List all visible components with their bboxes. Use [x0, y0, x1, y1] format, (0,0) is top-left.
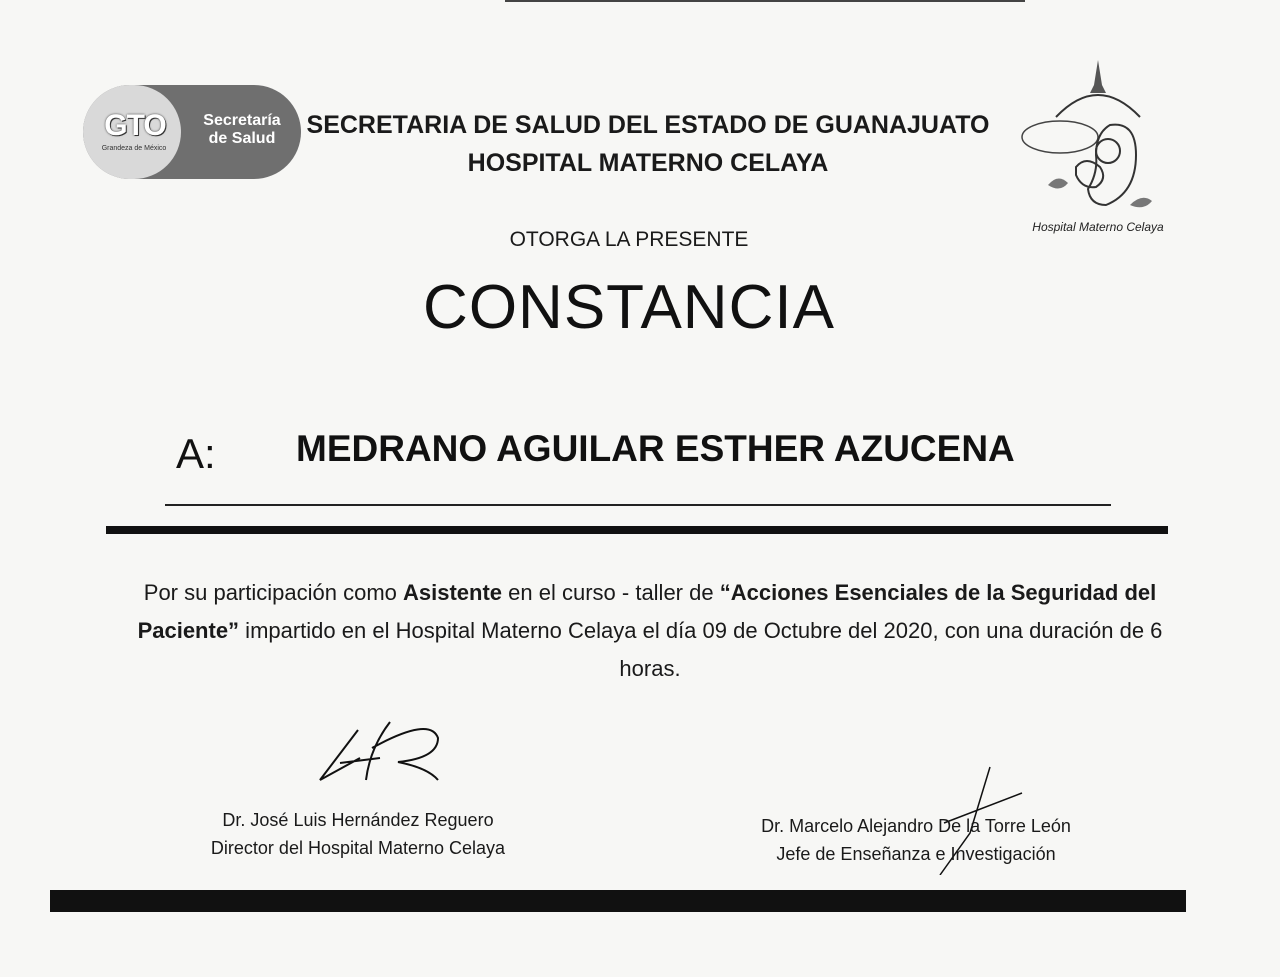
signatory-director-name: Dr. José Luis Hernández Reguero [222, 810, 494, 830]
mother-child-emblem-icon [1018, 55, 1178, 220]
certificate-intro: OTORGA LA PRESENTE [509, 228, 749, 251]
logo-department-line1: Secretaría [203, 112, 281, 129]
signatory-jefe-title: Jefe de Enseñanza e Investigación [776, 844, 1056, 864]
signatory-jefe-name: Dr. Marcelo Alejandro De la Torre León [761, 816, 1071, 836]
logo-department-line2: de Salud [208, 130, 276, 147]
scan-artifact-line [505, 0, 1025, 2]
logo-tagline: Grandeza de México [101, 145, 167, 152]
hospital-materno-logo [1018, 55, 1178, 240]
body-course-name: “Acciones Esenciales de la Seguridad del Paciente” [137, 580, 1157, 643]
body-part1: Por su participación como [143, 580, 403, 605]
header-title-line1: SECRETARIA DE SALUD DEL ESTADO DE GUANAJUATO [306, 111, 990, 139]
body-role: Asistente [403, 580, 503, 605]
header-title-line2: HOSPITAL MATERNO CELAYA [467, 149, 829, 177]
divider-thick [106, 526, 1168, 534]
logo-brand: GTO [104, 109, 166, 142]
signatory-director-block [168, 806, 548, 862]
recipient-name: MEDRANO AGUILAR ESTHER AZUCENA [296, 428, 1015, 469]
bottom-border-bar [50, 890, 1186, 912]
signatory-director-title: Director del Hospital Materno Celaya [210, 838, 506, 858]
certificate-heading: CONSTANCIA [423, 273, 835, 342]
body-part2: en el curso - taller de [502, 580, 720, 605]
certificate-body [110, 574, 1190, 688]
signatory-jefe-block [716, 812, 1116, 868]
recipient-prefix: A: [176, 430, 216, 477]
body-part3: impartido en el Hospital Materno Celaya el día 09 de Octubre del 2020, con una duración de 6 horas. [239, 618, 1163, 681]
name-underline [165, 504, 1111, 506]
signature-director [310, 718, 460, 788]
hospital-logo-caption: Hospital Materno Celaya [1032, 220, 1164, 234]
